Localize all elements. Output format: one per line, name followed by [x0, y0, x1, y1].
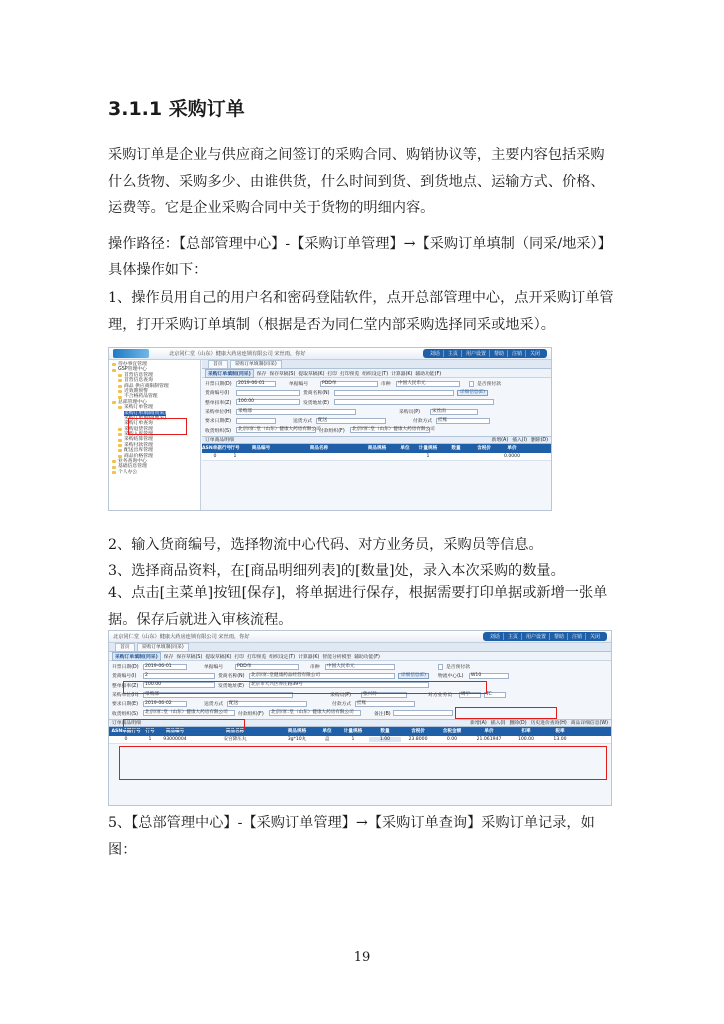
tree-item[interactable]: 采购订单查询	[124, 421, 153, 427]
col-header: 含税价	[477, 446, 491, 452]
recv-org-input[interactable]: 北京同仁堂（山东）健康大药房有限公司	[143, 710, 235, 716]
tax-input[interactable]: 100.00	[236, 399, 300, 405]
folder-icon	[118, 396, 122, 399]
salesman-input[interactable]: 周宁	[459, 692, 481, 698]
tree-item[interactable]: 采购订单管理	[112, 405, 197, 410]
col-header: 计量规格	[418, 446, 438, 452]
open-date-label: 开票日期(D)	[205, 382, 232, 388]
org-settings-button[interactable]: 组织设定(T)	[362, 371, 389, 377]
delete-row-button[interactable]: 删除(D)	[530, 438, 548, 444]
assist-button[interactable]: 辅助功能(F)	[354, 654, 380, 660]
highlight-box	[123, 681, 487, 694]
col-header: 商品规格	[367, 446, 387, 452]
tab-home[interactable]: 首页	[115, 643, 135, 651]
tree-item[interactable]: 首营信息管理	[112, 373, 197, 378]
user-info: 北京同仁堂（山东）健康大药房连锁有限公司 宋丝雨，你好	[169, 351, 306, 357]
pay-select[interactable]: 挂账	[436, 418, 490, 424]
highlight-box	[123, 719, 245, 730]
screenshot-order-entry-filled	[108, 630, 612, 806]
prepay-checkbox[interactable]	[438, 664, 443, 670]
col-header: 单位	[322, 729, 332, 735]
tree-item[interactable]: 待办事宜管理	[112, 362, 197, 367]
price-history-button[interactable]: 历史进价查询(H)	[530, 721, 567, 727]
remark-label: 备注(B)	[374, 711, 391, 717]
folder-icon	[118, 390, 122, 393]
prepay-label: 是否预付款	[446, 665, 470, 671]
currency-input[interactable]: 中国人民币元	[325, 664, 395, 670]
supplier-code-label: 货商编号(I)	[205, 391, 230, 397]
dept-input[interactable]: 采购部	[236, 409, 356, 415]
print-preview-button[interactable]: 打印预览	[247, 654, 267, 660]
tab-order-entry[interactable]: 采购订单填制(同采)	[137, 643, 189, 651]
ship-addr-label: 发货地址(E)	[218, 683, 244, 689]
ship-addr-input[interactable]	[334, 399, 494, 405]
folder-icon	[112, 460, 116, 463]
ship-addr-label: 发货地址(E)	[303, 400, 329, 406]
tree-item[interactable]: 采购退货管理	[112, 427, 197, 432]
pay-label: 付款方式	[332, 702, 352, 708]
open-date-input[interactable]: 2019-06-01	[236, 381, 276, 387]
step-1: 1、操作员用自己的用户名和密码登陆软件，点开总部管理中心，点开采购订单管理，打开采购订单填制（根据是否为同仁堂内部采购选择同采或地采）。	[108, 290, 614, 333]
logistics-label: 物流中心(L)	[437, 674, 464, 680]
nav-item[interactable]: 关闭	[589, 634, 600, 640]
dept-input[interactable]: 采购部	[143, 692, 293, 698]
dept-label: 采购单位(H)	[112, 693, 139, 699]
ship-addr-input[interactable]: 北京市大兴区亦庄路39号	[249, 682, 429, 688]
load-draft-button[interactable]: 提取草稿(K)	[298, 371, 325, 377]
col-header: 数量	[380, 729, 390, 735]
table-row[interactable]: 0 1 93000004 安宫降压丸 3g*10丸 盒 1 1.00 23.8000 0.00 21.061947 100.00 13.00	[109, 736, 611, 744]
page-number: 19	[353, 950, 371, 965]
col-header: 税率	[555, 729, 565, 735]
highlight-box	[119, 746, 607, 780]
intro-paragraph: 采购订单是企业与供应商之间签订的采购合同、购销协议等，主要内容包括采购什么货物、采购多少、由谁供货，什么时间到货、到货地点、运输方式、价格、运费等。它是企业采购合同中关于货物的明细内容。	[108, 147, 605, 216]
col-header: 商品规格	[287, 729, 307, 735]
grid-title: 订单商品明细	[205, 438, 234, 444]
folder-icon	[118, 374, 122, 377]
recv-org-label: 收货组织(S)	[112, 711, 138, 717]
doc-no-label: 单据编号	[204, 665, 224, 671]
ship-method-select[interactable]: 配送	[227, 701, 307, 707]
tax-label: 整单扣率(Z)	[112, 683, 139, 689]
salesman-code-input[interactable]: TC	[484, 692, 506, 698]
grid-header	[202, 436, 551, 444]
col-header: 扣率	[521, 729, 531, 735]
supplier-code-input[interactable]	[236, 390, 300, 396]
currency-label: 币种	[310, 665, 320, 671]
folder-icon	[118, 455, 122, 458]
tree-item[interactable]: 采购结算管理	[112, 437, 197, 442]
tree-item[interactable]: 不合格药品管理	[112, 394, 197, 399]
folder-icon	[118, 385, 122, 388]
nav-item[interactable]: 帮助	[491, 350, 508, 357]
path-note: 具体操作如下：	[108, 262, 208, 278]
open-date-input[interactable]: 2019-06-01	[143, 664, 187, 670]
toolbar-title: 采购订单填制(同采)	[112, 652, 161, 661]
detail-button[interactable]: 详细信息(E)	[398, 673, 429, 679]
tree-item[interactable]: 基础信息管理	[112, 464, 197, 469]
tree-item[interactable]: 业务查询中心	[112, 459, 197, 464]
nav-item[interactable]: 用户设置	[463, 350, 490, 357]
doc-no-input[interactable]: PDD单	[235, 664, 299, 670]
add-row-button[interactable]: 新增(A)	[470, 721, 487, 727]
nav-item[interactable]: 注销	[509, 350, 526, 357]
tree-item[interactable]: 采购入库管理	[112, 432, 197, 437]
nav-item[interactable]: 帮助	[551, 633, 568, 640]
add-row-button[interactable]: 新增(A)	[491, 438, 509, 444]
buyer-input[interactable]: 张兴玲	[361, 692, 407, 698]
nav-item[interactable]: 注销	[569, 633, 586, 640]
need-date-input[interactable]	[236, 418, 276, 424]
folder-icon	[112, 363, 116, 366]
col-header: 含税价	[411, 729, 425, 735]
tab-bar	[109, 643, 611, 652]
highlight-box	[128, 418, 187, 435]
tree-item-order-entry-dicai[interactable]: 采购订单填制(地采)	[124, 415, 167, 421]
need-date-label: 要求日期(E)	[205, 419, 231, 425]
supplier-name-input[interactable]: 北京同仁堂健康药品经营有限公司	[249, 673, 395, 679]
col-header: 商品名称	[309, 446, 329, 452]
step-4: 4、点击[主菜单]按钮[保存]，将单据进行保存，根据需要打印单据或新增一张单据。保存后就进入审核流程。	[108, 585, 608, 628]
folder-icon	[112, 471, 116, 474]
nav-item[interactable]: 刘话	[427, 350, 444, 357]
calculator-button[interactable]: 计算器(K)	[391, 371, 413, 377]
pay-org-label: 付款组织(F)	[238, 711, 264, 717]
print-button[interactable]: 打印	[234, 654, 245, 660]
folder-icon	[112, 369, 116, 372]
user-info: 北京同仁堂（山东）健康大药房连锁有限公司 宋丝雨，你好	[113, 634, 250, 640]
tax-label: 整单扣率(Z)	[205, 400, 232, 406]
supplier-code-input[interactable]: 2	[143, 673, 215, 679]
tree-item[interactable]: 近效期预警	[112, 389, 197, 394]
recv-org-input[interactable]: 北京同仁堂（山东）健康大药房有限公司	[238, 427, 321, 433]
col-header: 行号	[145, 729, 155, 735]
remark-input[interactable]	[393, 710, 453, 716]
col-header: 商品名称	[225, 729, 245, 735]
tree-item[interactable]: 配送出库管理	[112, 448, 197, 453]
col-header: 单价	[484, 729, 494, 735]
ship-method-label: 送货方式	[293, 419, 313, 425]
delete-row-button[interactable]: 删除(D)	[509, 721, 527, 727]
recv-org-label: 收货组织(S)	[205, 428, 231, 434]
detail-button[interactable]: 详细信息(E)	[457, 390, 488, 396]
operation-path: 操作路径：【总部管理中心】-【采购订单管理】→【采购订单填制（同采/地采）】	[108, 236, 612, 252]
pay-select[interactable]: 挂账	[355, 701, 415, 707]
toolbar	[109, 652, 611, 661]
quantity-cell[interactable]: 1.00	[369, 737, 401, 742]
goods-grid	[202, 444, 551, 461]
assist-button[interactable]: 辅助功能(F)	[415, 371, 442, 377]
pay-org-input[interactable]: 北京同仁堂（山东）健康大药房有限公司	[352, 427, 435, 433]
insert-row-button[interactable]: 插入(I)	[490, 721, 506, 727]
load-draft-button[interactable]: 提取草稿(K)	[205, 654, 232, 660]
calculator-button[interactable]: 计算器(K)	[298, 654, 320, 660]
nav-item[interactable]: 刘话	[487, 633, 504, 640]
nav-item[interactable]: 主页	[445, 350, 462, 357]
grid-columns	[202, 444, 551, 453]
doc-no-input[interactable]: PDD单	[320, 381, 378, 387]
app-header	[109, 631, 611, 643]
tree-item-order-entry-tongcai[interactable]: 采购订单填制(同采)	[124, 410, 167, 416]
col-header: 含税金额	[442, 729, 462, 735]
col-header: 行号	[230, 446, 240, 452]
dept-label: 采购单位(H)	[205, 410, 232, 416]
toolbar	[202, 369, 551, 378]
pay-org-label: 付款组织(F)	[319, 428, 345, 434]
tree-item[interactable]: 商品 供应商限制管理	[112, 384, 197, 389]
buyer-label: 采购员(P)	[399, 410, 421, 416]
screenshot-order-entry-blank	[108, 347, 552, 511]
tree-item[interactable]: 商品价格管理	[112, 454, 197, 459]
nav-tree	[109, 360, 201, 510]
analysis-button[interactable]: 智能分析模型	[322, 654, 352, 660]
top-nav	[483, 632, 607, 641]
nav-item[interactable]: 主页	[505, 633, 522, 640]
org-settings-button[interactable]: 组织设定(T)	[269, 654, 296, 660]
folder-icon	[118, 439, 122, 442]
save-button[interactable]: 保存	[256, 371, 267, 377]
col-header: 商品编号	[165, 729, 185, 735]
toolbar-title: 采购订单填制(同采)	[205, 369, 254, 378]
highlight-box	[455, 707, 557, 719]
col-header: 计量规格	[343, 729, 363, 735]
print-button[interactable]: 打印	[327, 371, 338, 377]
need-date-input[interactable]: 2019-06-02	[143, 701, 187, 707]
col-header: ASN单据行号	[202, 446, 232, 452]
insert-row-button[interactable]: 插入(I)	[512, 438, 527, 444]
col-header: ASN单据行号	[111, 729, 141, 735]
supplier-name-label: 货商名称(N)	[218, 674, 245, 680]
table-row[interactable]: 0 1 1 0.0000	[202, 453, 551, 461]
buyer-input[interactable]: 宋丝雨	[430, 409, 478, 415]
open-date-label: 开票日期(D)	[112, 665, 139, 671]
doc-no-label: 单据编号	[289, 382, 309, 388]
step-3: 3、选择商品资料，在[商品明细列表]的[数量]处，录入本次采购的数量。	[108, 563, 565, 579]
pay-org-input[interactable]: 北京同仁堂（山东）健康大药房有限公司	[269, 710, 361, 716]
folder-icon	[112, 401, 116, 404]
tree-item[interactable]: 采购付款管理	[112, 443, 197, 448]
tab-bar	[202, 360, 551, 369]
goods-detail-button[interactable]: 商品详细信息(W)	[570, 721, 608, 727]
section-heading: 3.1.1 采购订单	[108, 98, 245, 120]
app-header	[109, 348, 551, 360]
supplier-name-label: 货商名称(N)	[303, 391, 330, 397]
step-5: 5、【总部管理中心】-【采购订单管理】→【采购订单查询】采购订单记录，如图：	[108, 815, 595, 858]
folder-icon	[112, 466, 116, 469]
prepay-label: 是否预付款	[477, 382, 501, 388]
folder-icon	[118, 444, 122, 447]
app-logo	[113, 349, 149, 358]
folder-icon	[118, 433, 122, 436]
folder-icon	[118, 428, 122, 431]
folder-icon	[118, 379, 122, 382]
currency-label: 币种	[381, 382, 391, 388]
tab-order-entry[interactable]: 采购订单填制(同采)	[230, 360, 282, 368]
grid-title: 订单商品明细	[112, 721, 141, 727]
logistics-input[interactable]: W10	[469, 673, 509, 679]
nav-item[interactable]: 关闭	[529, 351, 540, 357]
tree-item[interactable]: 个人办公	[112, 470, 197, 475]
col-header: 数量	[451, 446, 461, 452]
supplier-code-label: 货商编号(I)	[112, 674, 137, 680]
print-preview-button[interactable]: 打印预览	[340, 371, 360, 377]
currency-input[interactable]: 中国人民币元	[396, 381, 460, 387]
tree-item[interactable]: GSP管理中心	[112, 367, 197, 372]
col-header: 商品编号	[251, 446, 271, 452]
save-button[interactable]: 保存	[163, 654, 174, 660]
buyer-label: 采购员(P)	[330, 693, 352, 699]
supplier-name-input[interactable]	[334, 390, 454, 396]
save-draft-button[interactable]: 保存草稿(S)	[176, 654, 203, 660]
nav-item[interactable]: 用户设置	[523, 633, 550, 640]
main-pane	[202, 360, 551, 510]
salesman-label: 对方业务员	[428, 693, 452, 699]
save-draft-button[interactable]: 保存草稿(S)	[269, 371, 296, 377]
ship-method-select[interactable]: 配送	[316, 418, 386, 424]
step-2: 2、输入货商编号，选择物流中心代码、对方业务员，采购员等信息。	[108, 537, 543, 553]
tree-item[interactable]: 总部管理中心	[112, 400, 197, 405]
tab-home[interactable]: 首页	[208, 360, 228, 368]
folder-icon	[118, 406, 122, 409]
tax-input[interactable]: 100.00	[143, 682, 215, 688]
prepay-checkbox[interactable]	[469, 381, 474, 387]
folder-icon	[118, 449, 122, 452]
ship-method-label: 送货方式	[204, 702, 224, 708]
order-form	[202, 378, 551, 436]
col-header: 单位	[400, 446, 410, 452]
need-date-label: 要求日期(E)	[112, 702, 138, 708]
pay-label: 付款方式	[413, 419, 433, 425]
col-header: 单价	[507, 446, 517, 452]
tree-item[interactable]: 首营信息查询	[112, 378, 197, 383]
top-nav	[423, 349, 547, 358]
